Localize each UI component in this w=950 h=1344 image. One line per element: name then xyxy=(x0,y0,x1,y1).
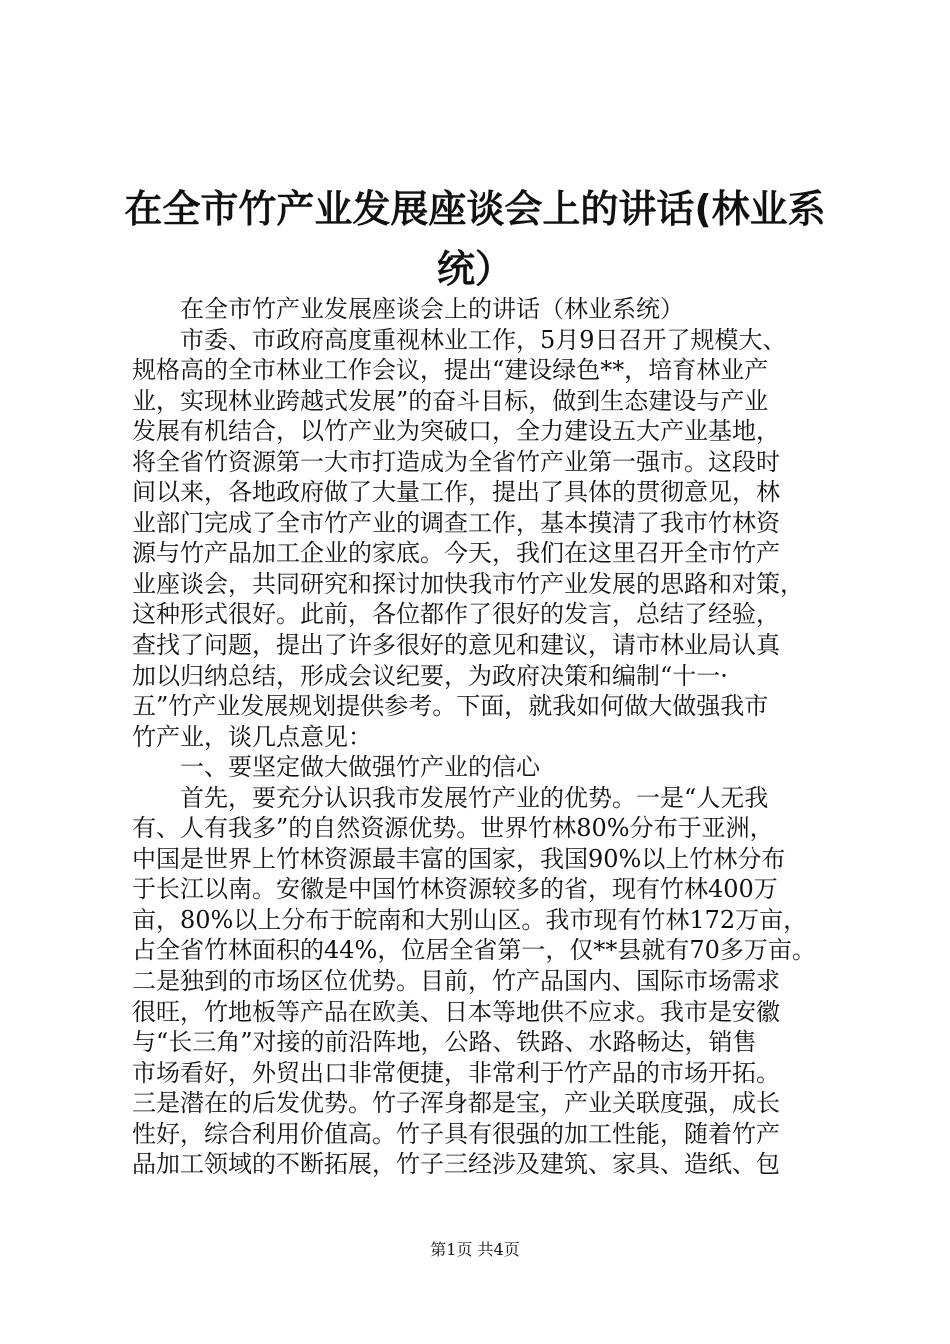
text-line: 于长江以南。安徽是中国竹林资源较多的省，现有竹林400万 xyxy=(132,875,778,904)
text-line: 品加工领域的不断拓展，竹子三经涉及建筑、家具、造纸、包 xyxy=(132,1150,780,1179)
text-line: 竹产业，谈几点意见： xyxy=(132,722,372,751)
text-line: 业，实现林业跨越式发展”的奋斗目标，做到生态建设与产业 xyxy=(132,386,769,415)
text-line: 间以来，各地政府做了大量工作，提出了具体的贯彻意见，林 xyxy=(132,478,780,507)
document-title-continuation: 统） xyxy=(436,247,513,291)
text-line: 源与竹产品加工企业的家底。今天，我们在这里召开全市竹产 xyxy=(132,539,780,568)
text-line: 市场看好，外贸出口非常便捷，非常利于竹产品的市场开拓。 xyxy=(132,1058,780,1087)
page-number-label: 第1页 共4页 xyxy=(430,1240,520,1259)
text-line: 很旺，竹地板等产品在欧美、日本等地供不应求。我市是安徽 xyxy=(132,997,780,1026)
text-line: 五”竹产业发展规划提供参考。下面，就我如何做大做强我市 xyxy=(132,692,769,721)
document-title: 在全市竹产业发展座谈会上的讲话(林业系 xyxy=(124,187,826,231)
text-line: 加以归纳总结，形成会议纪要，为政府决策和编制“十一· xyxy=(132,661,728,690)
text-line: 中国是世界上竹林资源最丰富的国家，我国90%以上竹林分布 xyxy=(132,844,786,873)
text-line: 市委、市政府高度重视林业工作，5月9日召开了规模大、 xyxy=(180,325,787,354)
text-line: 业座谈会，共同研究和探讨加快我市竹产业发展的思路和对策， xyxy=(132,569,804,598)
text-line: 占全省竹林面积的44%，位居全省第一，仅**县就有70多万亩。 xyxy=(132,936,816,965)
text-line: 发展有机结合，以竹产业为突破口，全力建设五大产业基地， xyxy=(132,417,780,446)
document-body xyxy=(132,294,844,1180)
text-line: 规格高的全市林业工作会议，提出“建设绿色**，培育林业产 xyxy=(132,356,769,385)
text-line: 这种形式很好。此前，各位都作了很好的发言，总结了经验， xyxy=(132,600,780,629)
text-line: 性好，综合利用价值高。竹子具有很强的加工性能，随着竹产 xyxy=(132,1119,780,1148)
text-line: 有、人有我多”的自然资源优势。世界竹林80%分布于亚洲， xyxy=(132,814,774,843)
text-line: 查找了问题，提出了许多很好的意见和建议，请市林业局认真 xyxy=(132,631,780,660)
text-line: 将全省竹资源第一大市打造成为全省竹产业第一强市。这段时 xyxy=(132,447,780,476)
text-line: 二是独到的市场区位优势。目前，竹产品国内、国际市场需求 xyxy=(132,967,780,996)
text-line: 一、要坚定做大做强竹产业的信心 xyxy=(180,753,540,782)
text-line: 三是潜在的后发优势。竹子浑身都是宝，产业关联度强，成长 xyxy=(132,1089,780,1118)
text-line: 与“长三角”对接的前沿阵地，公路、铁路、水路畅达，销售 xyxy=(132,1028,757,1057)
text-line: 在全市竹产业发展座谈会上的讲话（林业系统） xyxy=(180,295,684,323)
text-line: 亩，80%以上分布于皖南和大别山区。我市现有竹林172万亩， xyxy=(132,905,808,934)
page-footer xyxy=(0,1240,950,1260)
text-line: 业部门完成了全市竹产业的调查工作，基本摸清了我市竹林资 xyxy=(132,508,780,537)
text-line: 首先，要充分认识我市发展竹产业的优势。一是“人无我 xyxy=(180,783,769,812)
